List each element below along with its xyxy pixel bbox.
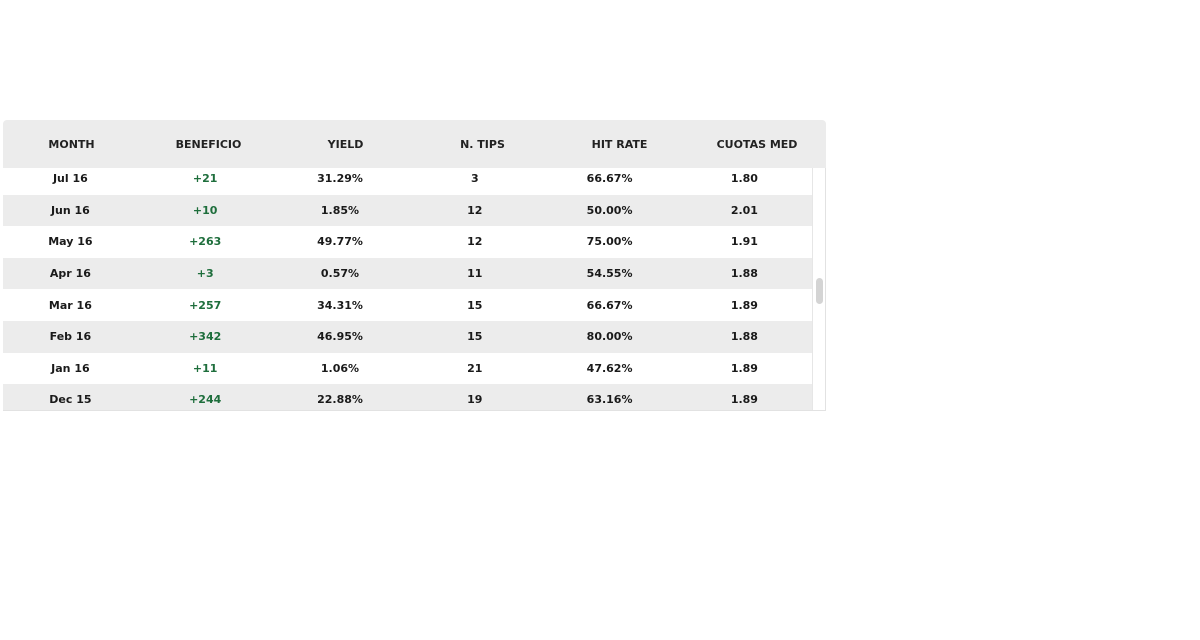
beneficio-cell: +342 (189, 330, 222, 344)
table-row (3, 353, 812, 385)
beneficio-cell: +257 (189, 298, 222, 312)
header-yield[interactable]: YIELD (327, 137, 364, 151)
yield-cell: 0.57% (320, 267, 360, 281)
hit-rate-cell: 75.00% (586, 235, 633, 249)
hit-rate-cell: 80.00% (586, 330, 633, 344)
hit-rate-cell: 63.16% (586, 393, 633, 407)
cuotas-med-cell: 2.01 (730, 203, 758, 217)
hit-rate-cell: 66.67% (586, 298, 633, 312)
hit-rate-cell: 47.62% (586, 361, 633, 375)
n-tips-cell: 19 (467, 393, 483, 407)
n-tips-cell: 15 (467, 330, 483, 344)
n-tips-cell: 12 (467, 203, 483, 217)
table-row (3, 321, 812, 353)
cuotas-med-cell: 1.91 (730, 235, 758, 249)
header-cuotas-med[interactable]: CUOTAS MED (716, 137, 798, 151)
cuotas-med-cell: 1.88 (730, 267, 758, 281)
hit-rate-cell: 66.67% (586, 172, 633, 186)
n-tips-cell: 12 (467, 235, 483, 249)
beneficio-cell: +3 (196, 267, 214, 281)
yield-cell: 31.29% (317, 172, 363, 186)
hit-rate-cell: 54.55% (586, 267, 633, 281)
hit-rate-cell: 50.00% (586, 203, 633, 217)
n-tips-cell: 21 (467, 361, 483, 375)
table-row (3, 168, 812, 195)
header-beneficio[interactable]: BENEFICIO (175, 137, 242, 151)
n-tips-cell: 15 (467, 298, 483, 312)
month-cell: Feb 16 (49, 330, 92, 344)
cuotas-med-cell: 1.89 (730, 393, 758, 407)
month-cell: Apr 16 (49, 267, 91, 281)
month-cell: Mar 16 (48, 298, 92, 312)
table-row (3, 258, 812, 290)
stats-table (3, 120, 826, 411)
month-cell: May 16 (48, 235, 93, 249)
beneficio-cell: +11 (192, 361, 218, 375)
table-row (3, 384, 812, 411)
yield-cell: 46.95% (317, 330, 363, 344)
vertical-scrollbar[interactable] (812, 168, 825, 411)
n-tips-cell: 11 (467, 267, 483, 281)
table-body[interactable] (3, 168, 826, 411)
yield-cell: 1.85% (320, 203, 360, 217)
beneficio-cell: +21 (192, 172, 218, 186)
yield-cell: 1.06% (320, 361, 360, 375)
cuotas-med-cell: 1.88 (730, 330, 758, 344)
month-cell: Dec 15 (49, 393, 92, 407)
yield-cell: 49.77% (317, 235, 363, 249)
table-row (3, 226, 812, 258)
table-row (3, 195, 812, 227)
n-tips-cell: 3 (470, 172, 479, 186)
yield-cell: 22.88% (317, 393, 363, 407)
header-month[interactable]: MONTH (48, 137, 95, 151)
table-row (3, 289, 812, 321)
month-cell: Jul 16 (52, 172, 88, 186)
yield-cell: 34.31% (317, 298, 363, 312)
beneficio-cell: +263 (189, 235, 222, 249)
header-hit-rate[interactable]: HIT RATE (591, 137, 648, 151)
table-header (3, 120, 826, 168)
month-cell: Jun 16 (50, 203, 90, 217)
cuotas-med-cell: 1.80 (730, 172, 758, 186)
beneficio-cell: +10 (192, 203, 218, 217)
beneficio-cell: +244 (189, 393, 222, 407)
cuotas-med-cell: 1.89 (730, 361, 758, 375)
scrollbar-thumb[interactable] (816, 278, 823, 304)
cuotas-med-cell: 1.89 (730, 298, 758, 312)
month-cell: Jan 16 (51, 361, 90, 375)
header-n-tips[interactable]: N. TIPS (460, 137, 505, 151)
table-rows (3, 168, 812, 411)
